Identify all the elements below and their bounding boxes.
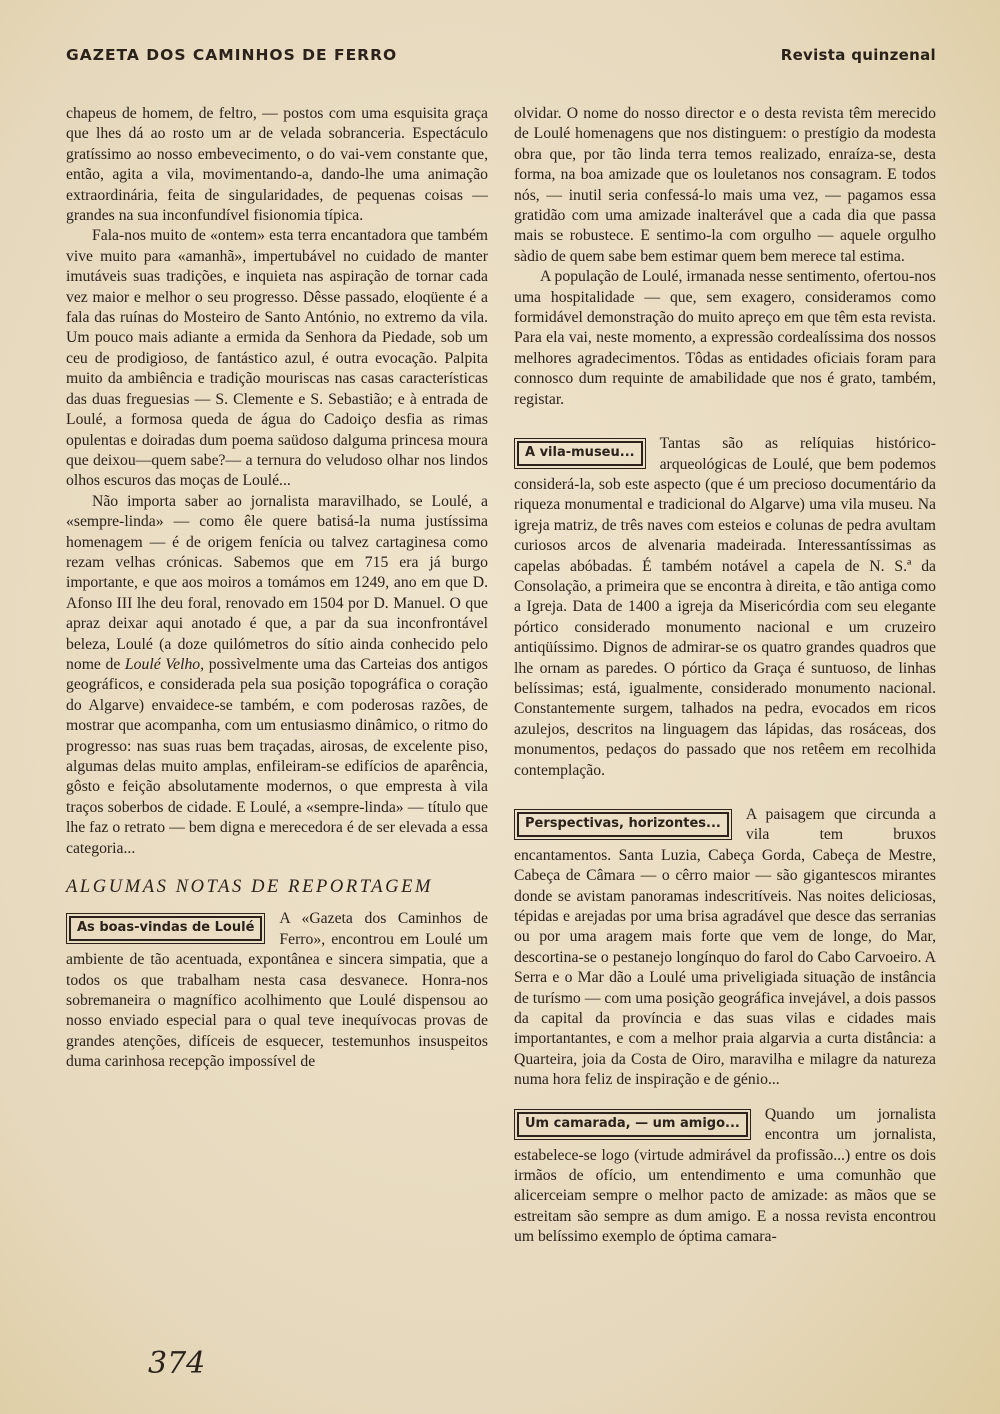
running-header [66,46,936,70]
section-title: ALGUMAS NOTAS DE REPORTAGEM [66,877,434,898]
page-number: 374 [148,1346,206,1381]
boxed-subheading [514,1109,751,1140]
paragraph [514,434,936,781]
boxed-subheading-label: Um camarada, — um amigo... [517,1112,748,1137]
paragraph-text: Tantas são as relíquias histórico-arqueológicas de Loulé, que bem podemos considerá-la, sob este aspecto (que é um precioso documentário da riqueza monumental e tradicional do Algarve) uma vila museu. Na igreja matriz, de três naves com esteios e colunas de pedra avultam curiosos arcos de alvenaria madeirada. Interessantíssimas as capelas abóbadas. É também notável a capela de N. S.ª da Consolação, a primeira que se encontra à direita, e tão antiga como a Igreja. Data de 1400 a igreja da Misericórdia com seu elegante pórtico considerado monumento nacional e um cruzeiro antiqüíssimo. Dignos de admirar-se os quatro grandes quadros que lhe ornam as paredes. O pórtico da Graça é suntuoso, de linhas belíssimas; está, igualmente, considerado monumento nacional. Constantemente surgem, talhados na pedra, evocados em ricos azulejos, descritos na linguagem das lápidas, das rosáceas, dos monumentos, pedaços do passado que nos retêem em recolhida contemplação. [514,435,936,779]
paragraph [514,805,936,1091]
paragraph: Fala-nos muito de «ontem» esta terra encantadora que também vive muito para «amanhã», impertubável no cuidado de manter imutáveis suas tradições, e inquieta nas aspiração de tornar cada vez maior e melhor o seu progresso. Dêsse passado, eloqüente é a fala das ruínas do Mosteiro de Santo António, no extremo da vila. Um pouco mais adiante a ermida da Senhora da Piedade, sob um ceu de prodigioso, de fantástico azul, é outra evocação. Palpita muito da ambiência e tradição mouriscas nas casas características das duas freguesias — S. Clemente e S. Sebastião; e à entrada de Loulé, a formosa queda de água do Cadoiço desfia as rimas opulentas e doiradas dum poema saüdoso dalguma princesa moura que deixou—quem sabe?— a ternura do veludoso olhar nos lindos olhos escuros das moças de Loulé... [66,227,488,490]
boxed-subheading-label: As boas-vindas de Loulé [69,916,262,941]
paragraph: A população de Loulé, irmanada nesse sentimento, ofertou-nos uma hospitalidade — que, sem exagero, consideramos como formidável demonstração do muito apreço em que têm esta revista. Para ela vai, neste momento, a expressão cordealíssima dos nossos melhores agradecimentos. Tôdas as entidades oficiais foram para connosco dum requinte de amabilidade que nos é grato, também, registar. [514,268,936,408]
boxed-subheading [514,809,732,840]
paragraph-text: Quando um jornalista encontra um jornalista, estabelece-se logo (virtude admirável da profissão...) entre os dois irmãos de ofício, um entendimento e uma comunhão que alicerceiam sempre o melhor pacto de amizade: as mãos que se estreitam são sempre as dum amigo. E a nossa revista encontrou um belíssimo exemplo de óptima camara- [514,1105,936,1246]
paragraph [514,1105,936,1248]
paragraph-text: Não importa saber ao jornalista maravilhado, se Loulé, a «sempre-linda» — como êle quere batisá-la numa justíssima homenagem — é de origem fenícia ou talvez cartaginesa como rezam velhas crónicas. Sabemos que em 715 era já burgo importante, e que aos moiros a tomámos em 1249, ano em que D. Afonso III lhe deu foral, renovado em 1504 por D. Manuel. O que apraz deixar aqui anotado é que, a par da sua inconfrontável beleza, Loulé (a doze quilómetros do sítio ainda conhecido pelo nome de [66,492,488,673]
paragraph [66,909,488,1072]
paragraph-text: A paisagem que circunda a vila tem bruxos encantamentos. Santa Luzia, Cabeça Gorda, Cabeça de Mestre, Cabeça de Câmara — o cêrro maior — são gigantescos mirantes donde se avistam panoramas indescritíveis. Nas noites deliciosas, tépidas e arejadas por uma brisa agradável que desce das serranias ou por uma aragem mais forte que vem de longe, do Mar, descortina-se o pestanejo longínquo do farol do Cabo Carvoeiro. A Serra e o Mar dão a Loulé uma priveligiada situação de instância de turísmo — com uma posição geográfica invejável, a dois passos da capital da província e das suas vilas e cidades mais importantantes, e com a melhor praia algarvia a curta distância: a Quarteira, joia da Costa de Oiro, maravilha e milagre da natureza numa hora feliz de inspiração e de génio... [514,806,936,1089]
boxed-subheading-label: Perspectivas, horizontes... [517,812,729,837]
paragraph: chapeus de homem, de feltro, — postos com uma esquisita graça que lhes dá ao rosto um ar de velada sobranceria. Espectáculo gratíssimo ao nosso embevecimento, o do vai-vem constante que, então, agita a vila, movimentando-a, dando-lhe uma animação extraordinária, feita de singularidades, de pequenas coisas — grandes na sua inconfundível fisionomia típica. [66,105,488,225]
paragraph-text: possìvelmente uma das Carteias dos antigos geográficos, e considerada pela sua posição topográfica o coração do Algarve) envaidece-se também, e com poderosas razões, de mostrar que acompanha, com um entusiasmo dinâmico, o ritmo do progresso: nas suas ruas bem traçadas, airosas, de excelente piso, algumas delas muito amplas, enfileiram-se edifícios de aparência, gôsto e feição absolutamente modernos, o que empresta à vila traços soberbos de cidade. E Loulé, a «sempre-linda» — título que lhe faz o retrato — bem digna e merecedora é de ser elevada a essa categoria... [66,655,488,857]
left-column [66,104,488,1073]
paragraph-text: A «Gazeta dos Caminhos de Ferro», encontrou em Loulé um ambiente de tão acentuada, expontânea e sincera simpatia, que a todos os que trabalham nesta casa desvanece. Honra-nos sobremaneira o magnífico acolhimento que Loulé dispensou ao nosso enviado especial para o qual teve inequívocas provas de grandes atenções, difíceis de esquecer, testemunhos insuspeitos duma carinhosa recepção impossível de [66,910,488,1071]
right-column [514,104,936,1248]
boxed-subheading [66,913,265,944]
paragraph: olvidar. O nome do nosso director e o desta revista têm merecido de Loulé homenagens que nos distinguem: o prestígio da modesta obra que, por tão linda terra temos realizado, enraíza-se, desta forma, na boa amizade que os louletanos nos consagram. E todos nós, — inutil seria confessá-lo mais uma vez, — pagamos essa gratidão com uma amizade inalterável que a cada dia que passa mais se robustece. E sentimo-la com orgulho — aquele orgulho sàdio de quem sabe bem estimar quem bem merece tal estima. [514,105,936,265]
boxed-subheading-label: A vila-museu... [517,441,643,466]
italic-place-name: Loulé Velho, [124,655,205,673]
journal-subtitle: Revista quinzenal [780,46,936,64]
paragraph [66,492,488,859]
boxed-subheading [514,438,646,469]
journal-title: GAZETA DOS CAMINHOS DE FERRO [66,46,398,64]
